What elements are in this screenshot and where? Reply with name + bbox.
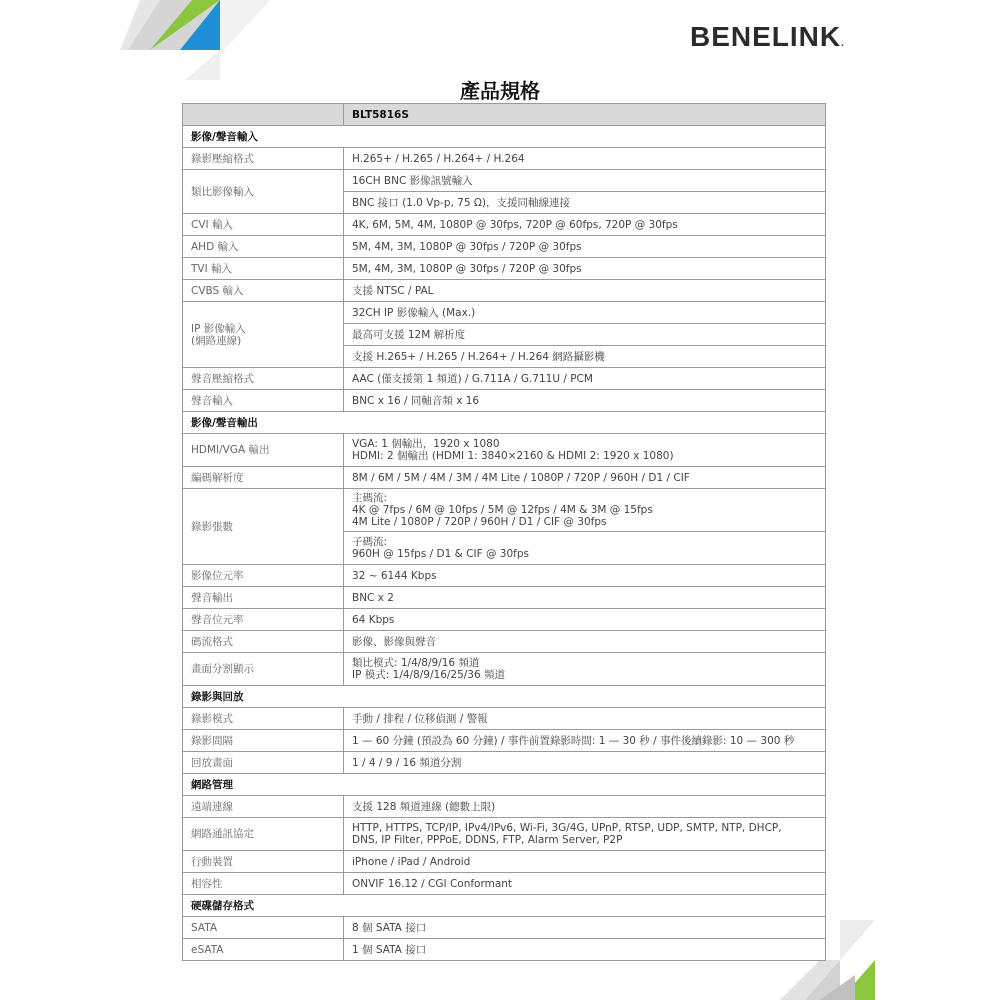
spec-label: 類比影像輸入: [183, 170, 344, 214]
section-title: 硬碟儲存格式: [183, 895, 826, 917]
spec-value: BNC 接口 (1.0 Vp-p, 75 Ω)，支援同軸線連接: [344, 192, 826, 214]
section-title: 錄影與回放: [183, 686, 826, 708]
spec-label: 遠端連線: [183, 796, 344, 818]
section-header-row: [183, 412, 826, 434]
header-label-cell: [183, 104, 344, 126]
spec-label: 相容性: [183, 873, 344, 895]
spec-label: 聲音輸出: [183, 587, 344, 609]
spec-value: 主碼流: 4K @ 7fps / 6M @ 10fps / 5M @ 12fps / 4M & 3M @ 15fps 4M Lite / 1080P / 720P / 960H / D1 / CIF @ 30fps: [344, 489, 826, 532]
spec-value: 32 ~ 6144 Kbps: [344, 565, 826, 587]
spec-label: CVI 輸入: [183, 214, 344, 236]
spec-row: [183, 148, 826, 170]
spec-row: [183, 609, 826, 631]
spec-value: 8M / 6M / 5M / 4M / 3M / 4M Lite / 1080P / 720P / 960H / D1 / CIF: [344, 467, 826, 489]
spec-value: iPhone / iPad / Android: [344, 851, 826, 873]
spec-value: 5M, 4M, 3M, 1080P @ 30fps / 720P @ 30fps: [344, 258, 826, 280]
benelink-logo: BENELINK.: [690, 21, 845, 52]
spec-value: 16CH BNC 影像訊號輸入: [344, 170, 826, 192]
spec-value: H.265+ / H.265 / H.264+ / H.264: [344, 148, 826, 170]
spec-value: ONVIF 16.12 / CGI Conformant: [344, 873, 826, 895]
spec-label: SATA: [183, 917, 344, 939]
spec-label: 影像位元率: [183, 565, 344, 587]
spec-value: 影像、影像與聲音: [344, 631, 826, 653]
spec-value: 4K, 6M, 5M, 4M, 1080P @ 30fps, 720P @ 60fps, 720P @ 30fps: [344, 214, 826, 236]
model-name: BLT5816S: [344, 104, 826, 126]
spec-label: 碼流格式: [183, 631, 344, 653]
table-header-row: [183, 104, 826, 126]
spec-row: [183, 653, 826, 686]
spec-table: [182, 103, 826, 961]
spec-row: [183, 280, 826, 302]
spec-label: 錄影模式: [183, 708, 344, 730]
spec-value: BNC x 2: [344, 587, 826, 609]
section-header-row: [183, 895, 826, 917]
spec-label: 回放畫面: [183, 752, 344, 774]
spec-value: 1 — 60 分鐘 (預設為 60 分鐘) / 事件前置錄影時間: 1 — 30 秒 / 事件後續錄影: 10 — 300 秒: [344, 730, 826, 752]
spec-label: 網路通訊協定: [183, 818, 344, 851]
spec-row: [183, 939, 826, 961]
spec-value: 類比模式: 1/4/8/9/16 頻道 IP 模式: 1/4/8/9/16/25/36 頻道: [344, 653, 826, 686]
section-title: 影像/聲音輸出: [183, 412, 826, 434]
spec-label: HDMI/VGA 輸出: [183, 434, 344, 467]
spec-row: [183, 631, 826, 653]
spec-row: [183, 796, 826, 818]
spec-value: 手動 / 排程 / 位移偵測 / 警報: [344, 708, 826, 730]
spec-row: [183, 368, 826, 390]
spec-value: 子碼流: 960H @ 15fps / D1 & CIF @ 30fps: [344, 532, 826, 565]
spec-value: 1 / 4 / 9 / 16 頻道分割: [344, 752, 826, 774]
spec-row: [183, 390, 826, 412]
spec-row: [183, 917, 826, 939]
spec-row: [183, 587, 826, 609]
spec-label: 聲音位元率: [183, 609, 344, 631]
spec-row: [183, 214, 826, 236]
spec-row: [183, 708, 826, 730]
spec-value: 1 個 SATA 接口: [344, 939, 826, 961]
section-title: 影像/聲音輸入: [183, 126, 826, 148]
section-header-row: [183, 126, 826, 148]
spec-label: TVI 輸入: [183, 258, 344, 280]
spec-value: AAC (僅支援第 1 頻道) / G.711A / G.711U / PCM: [344, 368, 826, 390]
spec-value: BNC x 16 / 同軸音頻 x 16: [344, 390, 826, 412]
section-header-row: [183, 686, 826, 708]
spec-value: 32CH IP 影像輸入 (Max.): [344, 302, 826, 324]
spec-label: AHD 輸入: [183, 236, 344, 258]
spec-label: 錄影間隔: [183, 730, 344, 752]
spec-label: eSATA: [183, 939, 344, 961]
spec-label: 畫面分割顯示: [183, 653, 344, 686]
spec-row: [183, 434, 826, 467]
spec-row: [183, 489, 826, 532]
page-title: 產品規格: [460, 79, 540, 103]
spec-row: [183, 170, 826, 192]
spec-label: 聲音壓縮格式: [183, 368, 344, 390]
spec-value: 64 Kbps: [344, 609, 826, 631]
spec-row: [183, 467, 826, 489]
spec-label: 聲音輸入: [183, 390, 344, 412]
spec-row: [183, 258, 826, 280]
section-title: 網路管理: [183, 774, 826, 796]
spec-row: [183, 818, 826, 851]
spec-value: 支援 128 頻道連線 (總數上限): [344, 796, 826, 818]
spec-row: [183, 873, 826, 895]
spec-value: 最高可支援 12M 解析度: [344, 324, 826, 346]
spec-value: 支援 NTSC / PAL: [344, 280, 826, 302]
spec-label: IP 影像輸入 (網路連線): [183, 302, 344, 368]
section-header-row: [183, 774, 826, 796]
spec-value: 支援 H.265+ / H.265 / H.264+ / H.264 網路攝影機: [344, 346, 826, 368]
spec-row: [183, 851, 826, 873]
spec-label: 錄影張數: [183, 489, 344, 565]
spec-value: 5M, 4M, 3M, 1080P @ 30fps / 720P @ 30fps: [344, 236, 826, 258]
spec-row: [183, 302, 826, 324]
spec-row: [183, 752, 826, 774]
spec-label: 編碼解析度: [183, 467, 344, 489]
spec-label: 行動裝置: [183, 851, 344, 873]
spec-row: [183, 730, 826, 752]
spec-row: [183, 565, 826, 587]
spec-label: 錄影壓縮格式: [183, 148, 344, 170]
spec-value: HTTP, HTTPS, TCP/IP, IPv4/IPv6, Wi-Fi, 3G/4G, UPnP, RTSP, UDP, SMTP, NTP, DHCP, DNS, IP Filter, PPPoE, DDNS, FTP, Alarm Server, P2P: [344, 818, 826, 851]
spec-value: 8 個 SATA 接口: [344, 917, 826, 939]
spec-label: CVBS 輸入: [183, 280, 344, 302]
spec-value: VGA: 1 個輸出，1920 x 1080 HDMI: 2 個輸出 (HDMI 1: 3840×2160 & HDMI 2: 1920 x 1080): [344, 434, 826, 467]
spec-row: [183, 236, 826, 258]
